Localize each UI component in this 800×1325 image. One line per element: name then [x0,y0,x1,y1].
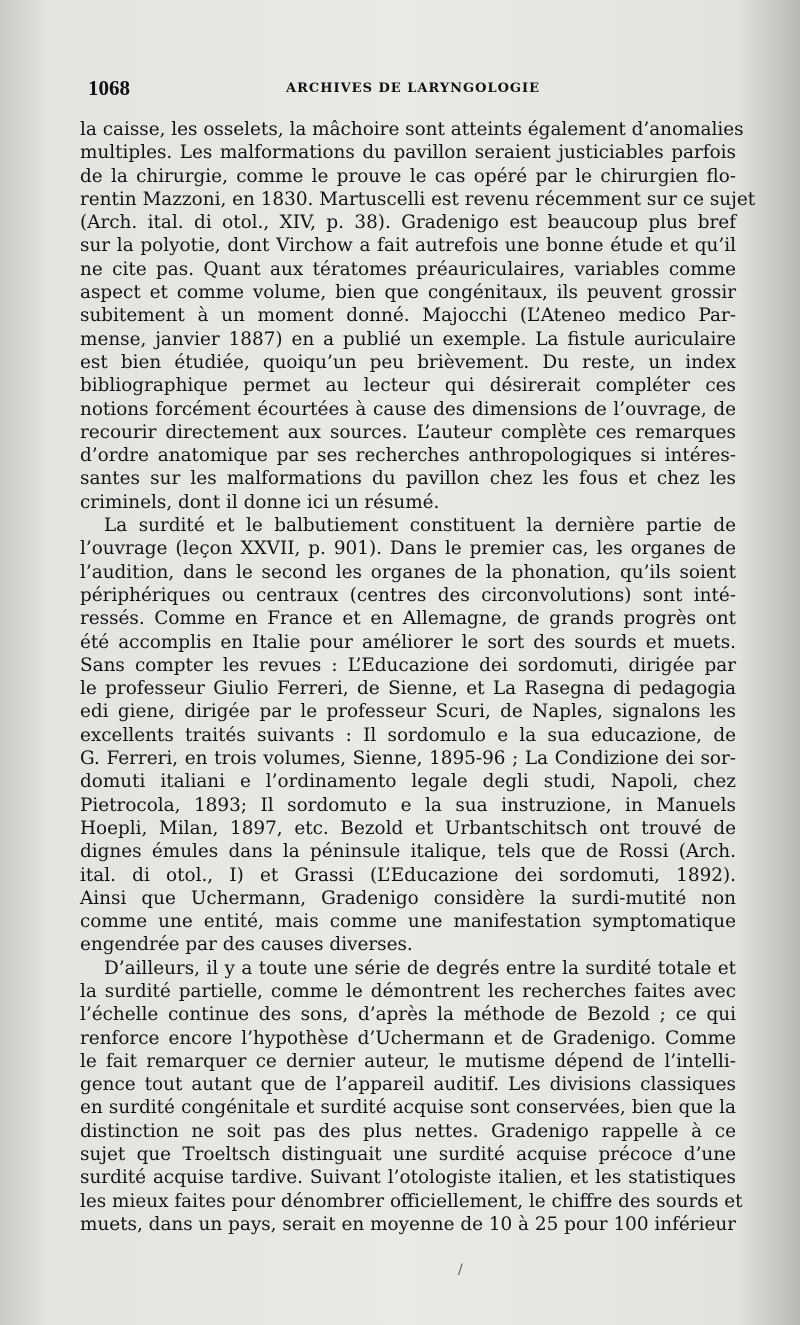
text-line: Pietrocola, 1893; Il sordomuto e la sua instruzione, in Manuels [80,794,736,816]
text-line: excellents traités suivants : Il sordomulo e la sua educazione, de [80,724,736,746]
text-line: notions forcément écourtées à cause des dimensions de l’ouvrage, de [80,398,736,420]
text-line: D’ailleurs, il y a toute une série de degrés entre la surdité totale et [104,957,736,979]
text-line: mense, janvier 1887) en a publié un exemple. La fistule auriculaire [80,328,736,350]
text-line: multiples. Les malformations du pavillon seraient justiciables parfois [80,142,736,164]
text-line: été accomplis en Italie pour améliorer le sort des sourds et muets. [80,631,736,653]
text-line: en surdité congénitale et surdité acquise sont conservées, bien que la [80,1097,736,1119]
text-line: la surdité partielle, comme le démontrent les recherches faites avec [80,980,736,1002]
text-line: le professeur Giulio Ferreri, de Sienne, et La Rasegna di pedagogia [80,678,736,700]
text-line: recourir directement aux sources. L’auteur complète ces remarques [80,421,736,443]
text-line: la caisse, les osselets, la mâchoire sont atteints également d’anomalies [80,119,744,140]
text-line: dignes émules dans la péninsule italique, tels que de Rossi (Arch. [80,841,736,863]
text-line: muets, dans un pays, serait en moyenne de 10 à 25 pour 100 inférieur [80,1213,737,1235]
text-line: distinction ne soit pas des plus nettes. Gradenigo rappelle à ce [80,1120,736,1142]
text-line: edi giene, dirigée par le professeur Scuri, de Naples, signalons les [80,701,736,723]
text-line: d’ordre anatomique par ses recherches anthropologiques si intéres- [80,445,736,467]
text-line: G. Ferreri, en trois volumes, Sienne, 1895-96 ; La Condizione dei sor- [80,748,736,770]
text-line: périphériques ou centraux (centres des circonvolutions) sont inté- [80,584,736,606]
text-line: bibliographique permet au lecteur qui désirerait compléter ces [80,375,736,397]
text-line: les mieux faites pour dénombrer officiellement, le chiffre des sourds et [80,1190,743,1212]
text-line: engendrée par des causes diverses. [80,934,413,956]
footer-mark: / [458,1262,463,1278]
text-line: ital. di otol., I) et Grassi (L’Educazione dei sordomuti, 1892). [80,864,736,886]
text-line: La surdité et le balbutiement constituent la dernière partie de [104,515,736,537]
text-line: l’audition, dans le second les organes de la phonation, qu’ils soient [80,561,736,583]
text-line: ne cite pas. Quant aux tératomes préauriculaires, variables comme [80,258,736,280]
text-line: de la chirurgie, comme le prouve le cas opéré par le chirurgien flo- [80,165,736,187]
text-line: Hoepli, Milan, 1897, etc. Bezold et Urbantschitsch ont trouvé de [80,817,736,839]
text-line: le fait remarquer ce dernier auteur, le mutisme dépend de l’intelli- [80,1050,736,1072]
text-line: Sans compter les revues : L’Educazione dei sordomuti, dirigée par [80,654,736,676]
text-line: domuti italiani e l’ordinamento legale degli studi, Napoli, chez [80,771,736,793]
text-line: surdité acquise tardive. Suivant l’otologiste italien, et les statistiques [80,1167,736,1189]
text-line: l’échelle continue des sons, d’après la méthode de Bezold ; ce qui [80,1004,736,1026]
body-text [80,118,756,1236]
text-line: rentin Mazzoni, en 1830. Martuscelli est revenu récemment sur ce sujet [80,188,756,210]
text-line: gence tout autant que de l’appareil auditif. Les divisions classiques [80,1074,736,1096]
text-line: renforce encore l’hypothèse d’Uchermann et de Gradenigo. Comme [80,1027,736,1049]
text-line: subitement à un moment donné. Majocchi (L’Ateneo medico Par- [80,305,736,327]
text-line: est bien étudiée, quoiqu’un peu brièvement. Du reste, un index [80,351,736,373]
page-header [88,76,748,106]
running-title: ARCHIVES DE LARYNGOLOGIE [286,81,540,96]
text-line: santes sur les malformations du pavillon chez les fous et chez les [80,468,736,490]
page-number: 1068 [88,76,130,100]
text-line: comme une entité, mais comme une manifestation symptomatique [80,911,736,933]
text-line: l’ouvrage (leçon XXVII, p. 901). Dans le premier cas, les organes de [80,538,736,560]
text-line: aspect et comme volume, bien que congénitaux, ils peuvent grossir [80,282,736,304]
text-line: ressés. Comme en France et en Allemagne, de grands progrès ont [80,608,736,630]
text-line: sujet que Troeltsch distinguait une surdité acquise précoce d’une [80,1144,736,1166]
text-line: criminels, dont il donne ici un résumé. [80,491,440,513]
text-line: (Arch. ital. di otol., XIV, p. 38). Gradenigo est beaucoup plus bref [80,212,736,234]
text-line: sur la polyotie, dont Virchow a fait autrefois une bonne étude et qu’il [80,235,736,257]
text-line: Ainsi que Uchermann, Gradenigo considère la surdi-mutité non [80,887,736,909]
